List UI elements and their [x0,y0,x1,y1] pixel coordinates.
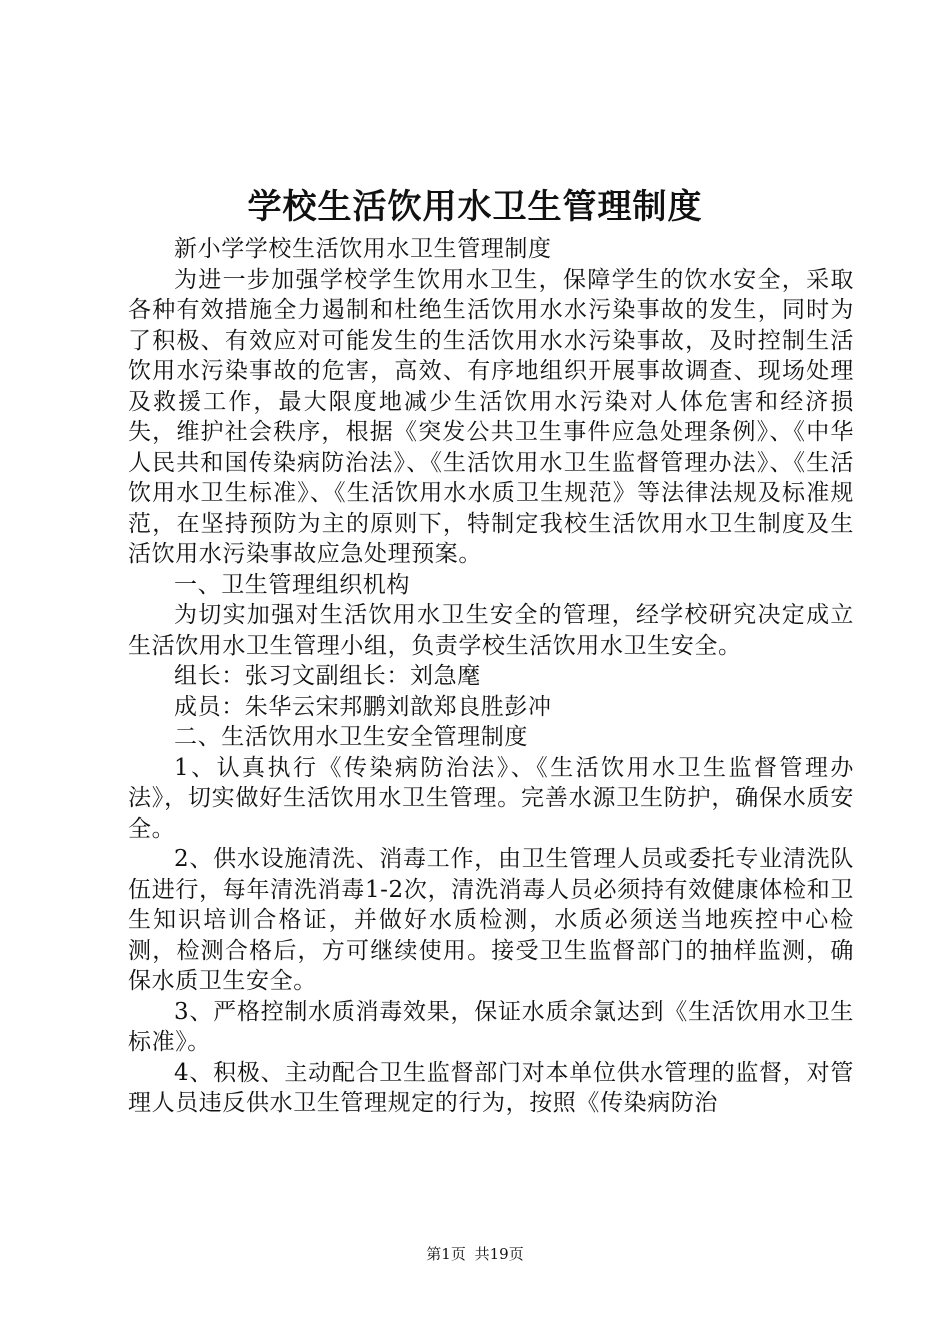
document-body [128,234,854,1119]
paragraph-subtitle: 新小学学校生活饮用水卫生管理制度 [174,236,552,262]
page-total: 共19页 [474,1245,524,1263]
page-footer [0,1244,950,1264]
section-heading-organization: 一、卫生管理组织机构 [174,571,410,598]
paragraph-rule-1: 1、认真执行《传染病防治法》、《生活饮用水卫生监督管理办法》，切实做好生活饮用水卫生管理。完善水源卫生防护，确保水质安全。 [128,754,854,842]
paragraph-leaders: 组长：张习文副组长：刘急麾 [174,663,481,689]
paragraph-rule-2: 2、供水设施清洗、消毒工作，由卫生管理人员或委托专业清洗队伍进行，每年清洗消毒1-2次，清洗消毒人员必须持有效健康体检和卫生知识培训合格证，并做好水质检测，水质必须送当地疾控中心检测，检测合格后，方可继续使用。接受卫生监督部门的抽样监测，确保水质卫生安全。 [128,846,854,994]
paragraph-rule-3: 3、严格控制水质消毒效果，保证水质余氯达到《生活饮用水卫生标准》。 [128,998,854,1055]
paragraph-intro: 为进一步加强学校学生饮用水卫生，保障学生的饮水安全，采取各种有效措施全力遏制和杜绝生活饮用水水污染事故的发生，同时为了积极、有效应对可能发生的生活饮用水水污染事故，及时控制生活饮用水污染事故的危害，高效、有序地组织开展事故调查、现场处理及救援工作，最大限度地减少生活饮用水污染对人体危害和经济损失，维护社会秩序，根据《突发公共卫生事件应急处理条例》、《中华人民共和国传染病防治法》、《生活饮用水卫生监督管理办法》、《生活饮用水卫生标准》、《生活饮用水水质卫生规范》等法律法规及标准规范，在坚持预防为主的原则下，特制定我校生活饮用水卫生制度及生活饮用水污染事故应急处理预案。 [128,266,854,567]
document-title: 学校生活饮用水卫生管理制度 [247,187,703,227]
paragraph-organization: 为切实加强对生活饮用水卫生安全的管理，经学校研究决定成立生活饮用水卫生管理小组，负责学校生活饮用水卫生安全。 [128,602,854,659]
paragraph-members: 成员：朱华云宋邦鹏刘歆郑良胜彭冲 [174,693,552,720]
section-heading-rules: 二、生活饮用水卫生安全管理制度 [174,724,528,750]
page-number: 第1页 [426,1245,466,1263]
paragraph-rule-4: 4、积极、主动配合卫生监督部门对本单位供水管理的监督，对管理人员违反供水卫生管理规定的行为，按照《传染病防治 [128,1059,854,1116]
